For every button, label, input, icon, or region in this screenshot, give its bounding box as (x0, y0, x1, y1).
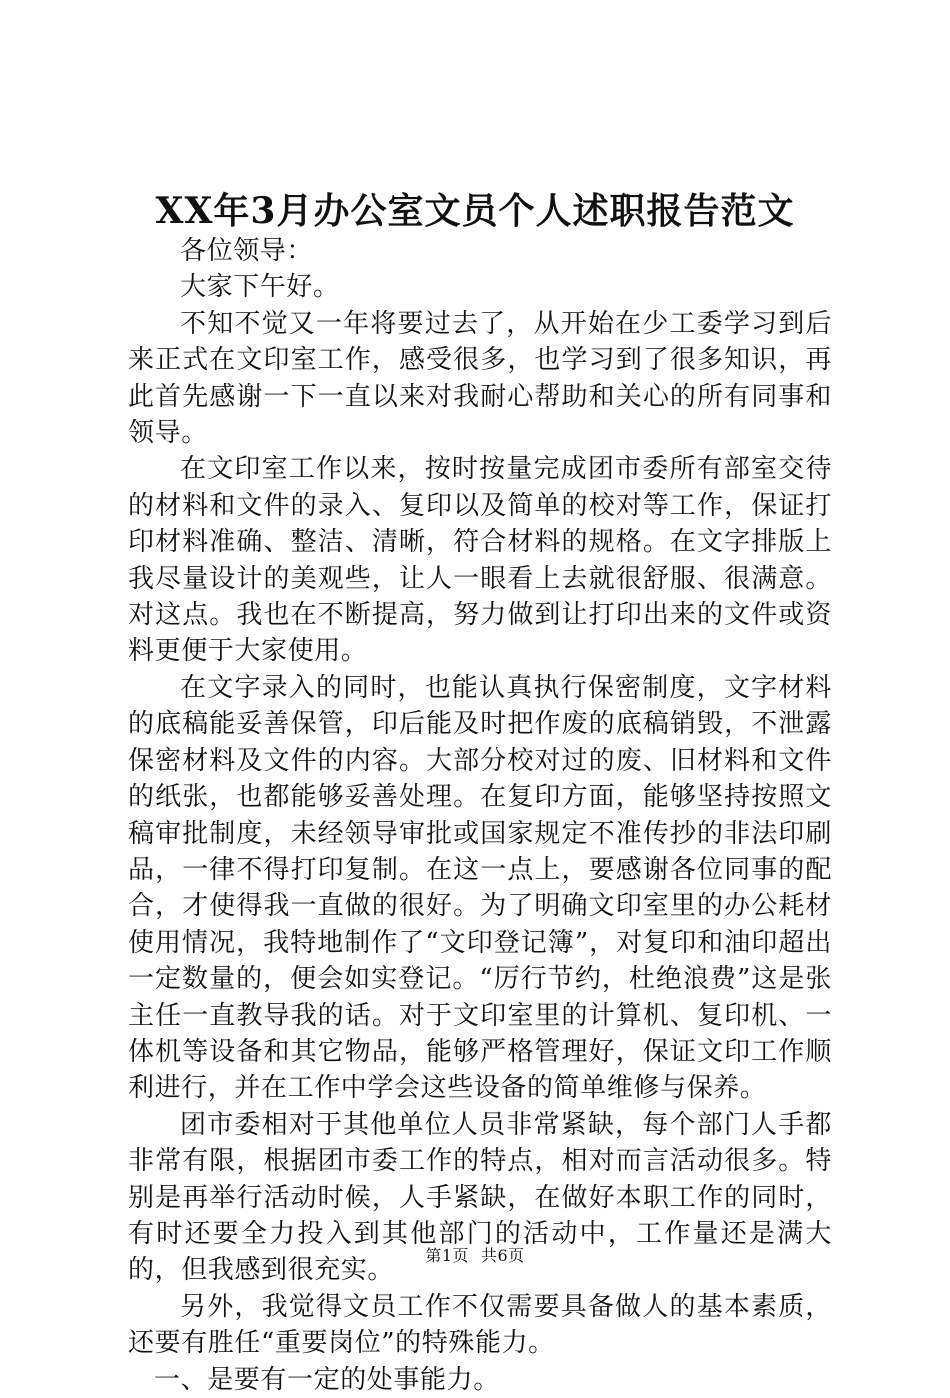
page-footer (0, 1244, 950, 1268)
list-item: 一、是要有一定的处事能力。 (154, 1364, 500, 1395)
page-number: 第1页 (425, 1246, 469, 1265)
body-paragraph: 另外，我觉得文员工作不仅需要具备做人的基本素质，还要有胜任“重要岗位”的特殊能力。 (128, 1291, 832, 1359)
document-title: XX年3月办公室文员个人述职报告范文 (155, 190, 795, 232)
document-body (128, 233, 832, 1398)
body-paragraph: 团市委相对于其他单位人员非常紧缺，每个部门人手都非常有限，根据团市委工作的特点，相对而言活动很多。特别是再举行活动时候，人手紧缺，在做好本职工作的同时，有时还要全力投入到其他部门的活动中，工作量还是满大的，但我感到很充实。 (128, 1109, 832, 1286)
page-total: 共6页 (481, 1246, 525, 1265)
body-paragraph: 在文字录入的同时，也能认真执行保密制度，文字材料的底稿能妥善保管，印后能及时把作废的底稿销毁，不泄露保密材料及文件的内容。大部分校对过的废、旧材料和文件的纸张，也都能够妥善处理。在复印方面，能够坚持按照文稿审批制度，未经领导审批或国家规定不准传抄的非法印刷品，一律不得打印复制。在这一点上，要感谢各位同事的配合，才使得我一直做的很好。为了明确文印室里的办公耗材使用情况，我特地制作了“文印登记簿”，对复印和油印超出一定数量的，便会如实登记。“厉行节约，杜绝浪费”这是张主任一直教导我的话。对于文印室里的计算机、复印机、一体机等设备和其它物品，能够严格管理好，保证文印工作顺利进行，并在工作中学会这些设备的简单维修与保养。 (128, 672, 832, 1104)
body-paragraph: 不知不觉又一年将要过去了，从开始在少工委学习到后来正式在文印室工作，感受很多，也学习到了很多知识，再此首先感谢一下一直以来对我耐心帮助和关心的所有同事和领导。 (128, 308, 832, 449)
salutation: 各位领导： (180, 236, 314, 266)
greeting: 大家下午好。 (180, 272, 340, 303)
body-paragraph: 在文印室工作以来，按时按量完成团市委所有部室交待的材料和文件的录入、复印以及简单的校对等工作，保证打印材料准确、整洁、清晰，符合材料的规格。在文字排版上我尽量设计的美观些，让人一眼看上去就很舒服、很满意。对这点。我也在不断提高，努力做到让打印出来的文件或资料更便于大家使用。 (128, 454, 832, 667)
